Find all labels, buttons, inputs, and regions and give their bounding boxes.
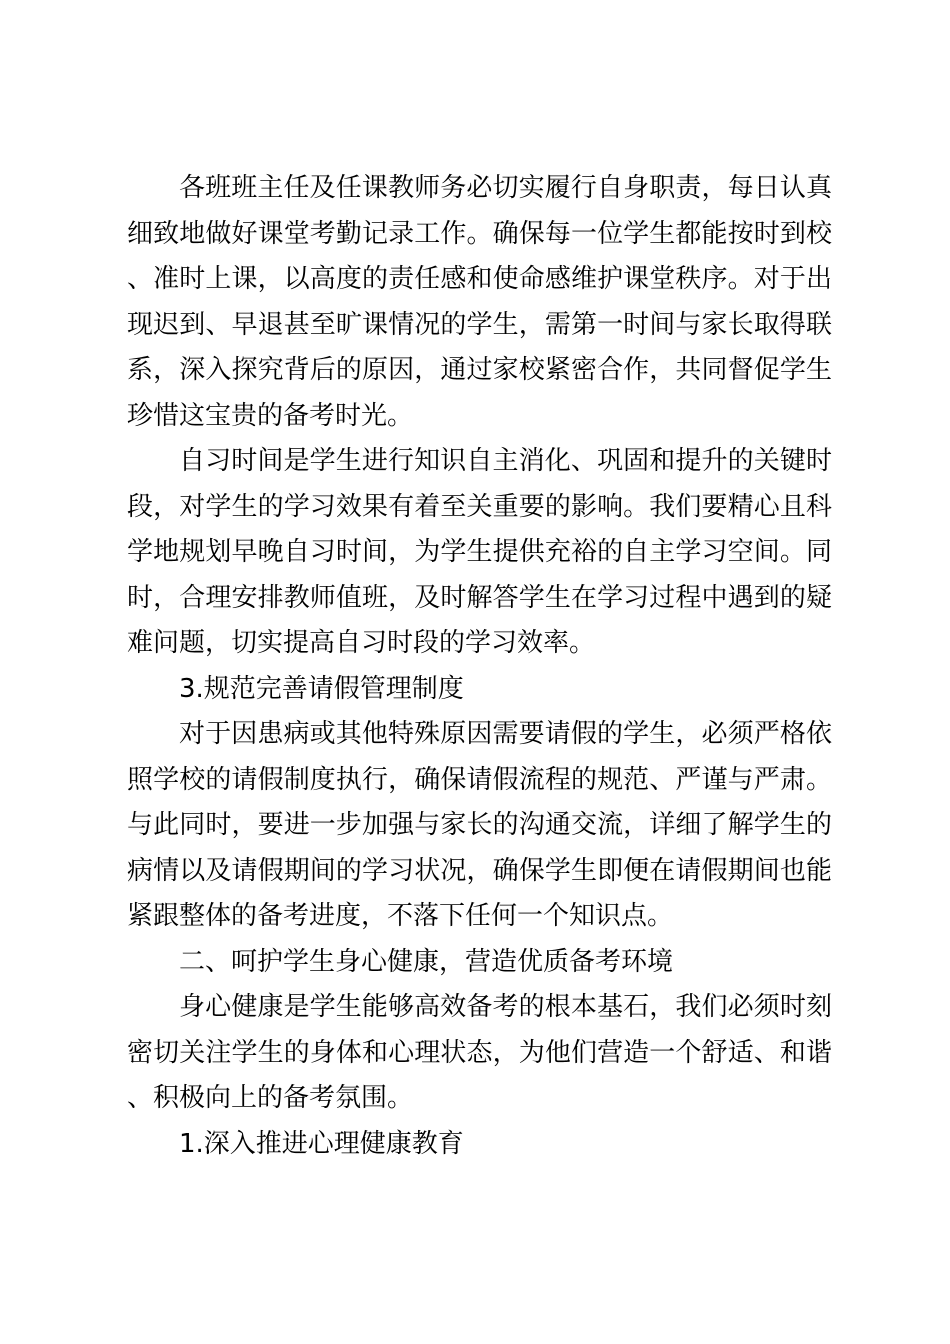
paragraph-attendance: 各班班主任及任课教师务必切实履行自身职责，每日认真细致地做好课堂考勤记录工作。确保每一位学生都能按时到校、准时上课，以高度的责任感和使命感维护课堂秩序。对于出现迟到、早退甚至旷课情况的学生，需第一时间与家长取得联系，深入探究背后的原因，通过家校紧密合作，共同督促学生珍惜这宝贵的备考时光。 [127,173,832,431]
paragraph-leave-policy: 对于因患病或其他特殊原因需要请假的学生，必须严格依照学校的请假制度执行，确保请假流程的规范、严谨与严肃。与此同时，要进一步加强与家长的沟通交流，详细了解学生的病情以及请假期间的学习状况，确保学生即便在请假期间也能紧跟整体的备考进度，不落下任何一个知识点。 [127,719,832,931]
section-heading-health: 二、呵护学生身心健康，营造优质备考环境 [179,946,674,977]
subheading-mental-health: 1.深入推进心理健康教育 [179,1128,464,1159]
paragraph-self-study: 自习时间是学生进行知识自主消化、巩固和提升的关键时段，对学生的学习效果有着至关重要的影响。我们要精心且科学地规划早晚自习时间，为学生提供充裕的自主学习空间。同时，合理安排教师值班，及时解答学生在学习过程中遇到的疑难问题，切实提高自习时段的学习效率。 [127,446,832,658]
subheading-leave-management: 3.规范完善请假管理制度 [179,673,464,704]
document-body [127,166,832,1167]
paragraph-health-foundation: 身心健康是学生能够高效备考的根本基石，我们必须时刻密切关注学生的身体和心理状态，为他们营造一个舒适、和谐、积极向上的备考氛围。 [127,992,832,1113]
